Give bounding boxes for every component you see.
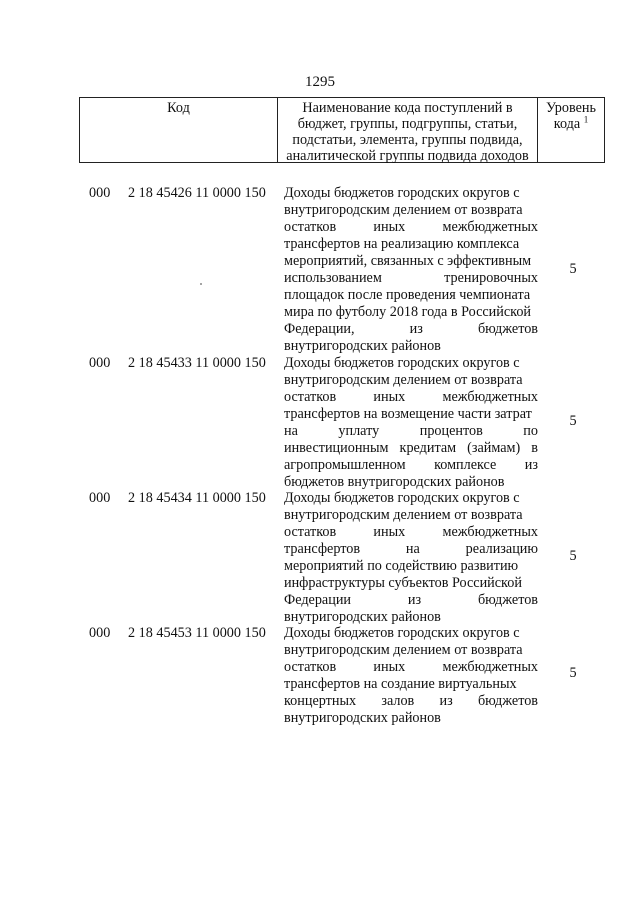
description-line: мира по футболу 2018 года в Российской (284, 304, 532, 320)
revenue-description (284, 625, 538, 727)
page-number: 1295 (305, 74, 335, 90)
group-code: 000 (89, 625, 111, 641)
header-level-line (538, 116, 604, 132)
description-line: Доходы бюджетов городских округов с (284, 355, 520, 371)
description-line: остатков иных межбюджетных (284, 524, 538, 540)
revenue-description (284, 490, 538, 626)
code-level: 5 (569, 548, 577, 564)
description-line: внутригородских районов (284, 710, 441, 726)
description-line: остатков иных межбюджетных (284, 219, 538, 235)
group-code: 000 (89, 355, 111, 371)
description-line: внутригородским делением от возврата (284, 372, 523, 388)
description-line: использованием тренировочных (284, 270, 538, 286)
description-line: внутригородским делением от возврата (284, 642, 523, 658)
revenue-code: 2 18 45433 11 0000 150 (128, 355, 266, 371)
revenue-code: 2 18 45453 11 0000 150 (128, 625, 266, 641)
description-line: внутригородским делением от возврата (284, 202, 523, 218)
description-line: инвестиционным кредитам (займам) в (284, 440, 538, 456)
description-line: остатков иных межбюджетных (284, 389, 538, 405)
revenue-code: 2 18 45434 11 0000 150 (128, 490, 266, 506)
description-line: внутригородским делением от возврата (284, 507, 523, 523)
description-line: концертных залов из бюджетов (284, 693, 538, 709)
description-line: инфраструктуры субъектов Российской (284, 575, 522, 591)
description-line: трансфертов на реализацию (284, 541, 538, 557)
description-line: на уплату процентов по (284, 423, 538, 439)
description-line: трансфертов на возмещение части затрат (284, 406, 532, 422)
description-line: мероприятий по содействию развитию (284, 558, 519, 574)
description-line: трансфертов на создание виртуальных (284, 676, 517, 692)
description-line: остатков иных межбюджетных (284, 659, 538, 675)
description-line: площадок после проведения чемпионата (284, 287, 531, 303)
header-level-line: Уровень (546, 100, 596, 116)
description-line: мероприятий, связанных с эффективным (284, 253, 532, 269)
revenue-code: 2 18 45426 11 0000 150 (128, 185, 266, 201)
description-line: бюджетов внутригородских районов (284, 474, 505, 490)
code-level: 5 (569, 665, 577, 681)
description-line: Доходы бюджетов городских округов с (284, 625, 520, 641)
revenue-description (284, 185, 538, 355)
header-code: Код (80, 98, 278, 162)
group-code: 000 (89, 490, 111, 506)
footnote-mark: 1 (583, 114, 589, 125)
scan-speck (200, 283, 202, 285)
header-name-line: аналитической группы подвида доходов (286, 148, 529, 164)
description-line: Доходы бюджетов городских округов с (284, 490, 520, 506)
description-line: внутригородских районов (284, 338, 441, 354)
description-line: внутригородских районов (284, 609, 441, 625)
description-line: трансфертов на реализацию комплекса (284, 236, 520, 252)
header-name-line: подстатьи, элемента, группы подвида, (292, 132, 523, 148)
code-level: 5 (569, 413, 577, 429)
description-line: Федерации, из бюджетов (284, 321, 538, 337)
description-line: Доходы бюджетов городских округов с (284, 185, 520, 201)
header-name (278, 98, 538, 162)
description-line: Федерации из бюджетов (284, 592, 538, 608)
revenue-description (284, 355, 538, 491)
header-name-line: Наименование кода поступлений в (302, 100, 513, 116)
group-code: 000 (89, 185, 111, 201)
header-level (538, 98, 604, 162)
header-level-word: кода (553, 116, 581, 132)
header-name-line: бюджет, группы, подгруппы, статьи, (297, 116, 518, 132)
description-line: агропромышленном комплексе из (284, 457, 538, 473)
code-level: 5 (569, 261, 577, 277)
table-header (79, 97, 605, 163)
